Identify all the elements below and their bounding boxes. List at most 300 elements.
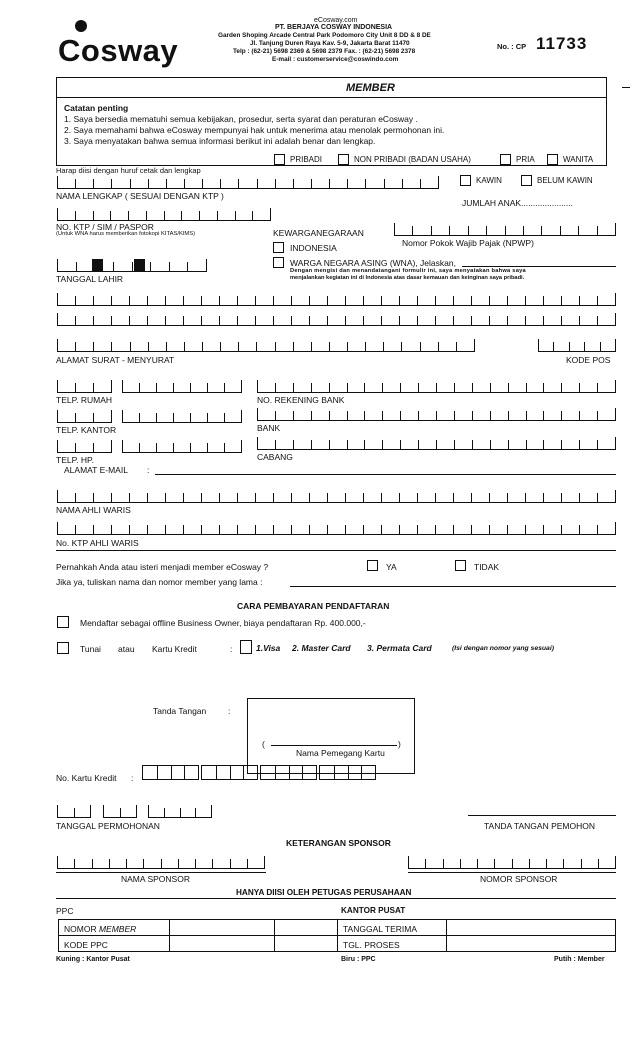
heir-ktp-input[interactable] xyxy=(57,522,616,535)
cell-tick xyxy=(199,211,200,220)
cell-tick xyxy=(111,380,112,392)
cell-tick xyxy=(615,856,616,868)
cell-tick xyxy=(417,316,418,325)
cell-tick xyxy=(75,296,76,305)
cell-tick xyxy=(597,411,598,420)
cell-tick xyxy=(247,859,248,868)
cell-tick xyxy=(471,493,472,502)
cell-tick xyxy=(195,859,196,868)
cell-tick xyxy=(148,179,149,188)
cell-tick xyxy=(57,490,58,502)
cell-tick xyxy=(201,525,202,534)
cell-tick xyxy=(309,296,310,305)
cell-tick xyxy=(468,226,469,235)
member-number-input[interactable] xyxy=(170,920,273,934)
address-line-1[interactable] xyxy=(57,293,616,306)
cell-tick xyxy=(345,525,346,534)
cell-tick xyxy=(615,293,616,305)
cell-tick xyxy=(563,859,564,868)
cell-tick xyxy=(166,342,167,351)
copy-yellow-label: Kuning : Kantor Pusat xyxy=(56,956,130,963)
company-address-2: Jl. Tanjung Duren Raya Kav. 5-9, Jakarta Barat 11470 xyxy=(250,40,410,47)
cell-tick xyxy=(329,383,330,392)
bank-name-input[interactable] xyxy=(257,408,616,421)
cell-tick xyxy=(525,493,526,502)
cell-tick xyxy=(438,176,439,188)
application-month[interactable] xyxy=(103,805,137,818)
cell-tick xyxy=(597,316,598,325)
cell-tick xyxy=(275,179,276,188)
npwp-input[interactable] xyxy=(394,223,616,236)
belum-kawin-label: BELUM KAWIN xyxy=(537,176,593,185)
cell-tick xyxy=(201,296,202,305)
cell-tick xyxy=(57,293,58,305)
cell-tick xyxy=(543,316,544,325)
cell-tick xyxy=(75,493,76,502)
birth-date-input[interactable] xyxy=(57,259,207,272)
cell-tick xyxy=(525,525,526,534)
cell-tick xyxy=(507,316,508,325)
member-number-text: NOMOR MEMBER xyxy=(64,924,137,934)
cell-tick xyxy=(111,296,112,305)
cell-tick xyxy=(93,443,94,452)
cell-tick xyxy=(183,493,184,502)
cell-tick xyxy=(418,411,419,420)
cell-tick xyxy=(129,296,130,305)
cell-tick xyxy=(615,380,616,392)
card-cell-divider xyxy=(216,766,217,779)
cell-tick xyxy=(219,525,220,534)
previous-member-input[interactable] xyxy=(290,586,616,587)
cell-tick xyxy=(309,525,310,534)
form-number: 11733 xyxy=(536,34,588,53)
cell-tick xyxy=(273,493,274,502)
mobile-phone-area[interactable] xyxy=(57,440,112,453)
cell-tick xyxy=(490,440,491,449)
cell-tick xyxy=(543,525,544,534)
ppc-code-label: KODE PPC xyxy=(64,940,108,950)
cell-tick xyxy=(217,211,218,220)
cell-tick xyxy=(57,856,58,868)
cell-tick xyxy=(329,440,330,449)
postal-code-input[interactable] xyxy=(538,339,616,352)
ktp-note: (Untuk WNA harus memberikan fotokopi KITAS/KIMS) xyxy=(56,231,196,237)
cell-tick xyxy=(311,342,312,351)
cell-tick xyxy=(122,410,123,422)
sponsor-name-input[interactable] xyxy=(57,856,265,869)
pria-label: PRIA xyxy=(516,155,535,164)
cell-tick xyxy=(425,859,426,868)
cell-tick xyxy=(327,493,328,502)
cell-tick xyxy=(147,525,148,534)
cell-tick xyxy=(471,296,472,305)
indonesia-label: INDONESIA xyxy=(290,243,337,253)
cell-tick xyxy=(507,525,508,534)
card-cell-divider xyxy=(361,766,362,779)
application-day[interactable] xyxy=(57,805,91,818)
cell-tick xyxy=(273,525,274,534)
cell-tick xyxy=(402,179,403,188)
cell-tick xyxy=(561,316,562,325)
cell-tick xyxy=(597,226,598,235)
cell-tick xyxy=(75,413,76,422)
office-heading: HANYA DIISI OLEH PETUGAS PERUSAHAAN xyxy=(236,888,412,897)
cell-tick xyxy=(164,808,165,817)
cell-tick xyxy=(456,342,457,351)
card-cell-divider xyxy=(302,766,303,779)
cell-tick xyxy=(255,316,256,325)
cell-tick xyxy=(291,525,292,534)
cell-tick xyxy=(345,296,346,305)
cell-tick xyxy=(93,525,94,534)
card-cell-divider xyxy=(171,766,172,779)
cell-tick xyxy=(561,383,562,392)
process-date-input[interactable] xyxy=(447,936,615,951)
bank-account-input[interactable] xyxy=(257,380,616,393)
cell-tick xyxy=(150,262,151,271)
cell-tick xyxy=(103,805,104,817)
head-office-label: KANTOR PUSAT xyxy=(341,906,406,915)
cell-tick xyxy=(181,211,182,220)
cell-tick xyxy=(546,859,547,868)
cell-tick xyxy=(224,383,225,392)
cell-tick xyxy=(543,493,544,502)
ppc-code-input[interactable] xyxy=(170,936,273,951)
cell-tick xyxy=(435,493,436,502)
cell-tick xyxy=(255,493,256,502)
wanita-label: WANITA xyxy=(563,155,594,164)
cell-tick xyxy=(525,316,526,325)
cell-tick xyxy=(93,316,94,325)
cell-tick xyxy=(584,342,585,351)
cell-tick xyxy=(111,525,112,534)
cell-tick xyxy=(238,179,239,188)
cell-tick xyxy=(460,859,461,868)
cell-tick xyxy=(400,411,401,420)
cell-tick xyxy=(202,179,203,188)
cardholder-open-paren: ( xyxy=(262,739,265,749)
pribadi-checkbox[interactable] xyxy=(274,154,285,165)
cell-tick xyxy=(399,493,400,502)
ktp-label: NO. KTP / SIM / PASPOR xyxy=(56,222,154,232)
cell-tick xyxy=(579,316,580,325)
card-number-group-2[interactable] xyxy=(201,765,258,780)
address-label: ALAMAT SURAT - MENYURAT xyxy=(56,355,175,365)
cell-tick xyxy=(291,296,292,305)
brand-name: Cosway xyxy=(58,33,179,68)
bank-branch-input[interactable] xyxy=(257,437,616,450)
cell-tick xyxy=(224,443,225,452)
non-pribadi-checkbox[interactable] xyxy=(338,154,349,165)
cell-tick xyxy=(252,211,253,220)
card-number-group-3[interactable] xyxy=(260,765,317,780)
credit-card-label: Kartu Kredit xyxy=(152,644,197,654)
kawin-checkbox[interactable] xyxy=(460,175,471,186)
cell-tick xyxy=(579,411,580,420)
cell-tick xyxy=(184,179,185,188)
cell-tick xyxy=(75,443,76,452)
cell-tick xyxy=(401,342,402,351)
cell-tick xyxy=(443,859,444,868)
ktp-input[interactable] xyxy=(57,208,271,221)
cell-tick xyxy=(75,179,76,188)
cell-tick xyxy=(190,413,191,422)
cell-tick xyxy=(238,342,239,351)
cell-tick xyxy=(165,296,166,305)
cell-tick xyxy=(57,313,58,325)
office-phone-area[interactable] xyxy=(57,410,112,423)
cell-tick xyxy=(408,856,409,868)
pria-checkbox[interactable] xyxy=(500,154,511,165)
cell-tick xyxy=(347,342,348,351)
home-phone-number[interactable] xyxy=(122,380,242,393)
cell-tick xyxy=(132,262,133,271)
cell-tick xyxy=(311,179,312,188)
full-name-input[interactable] xyxy=(57,176,439,189)
cell-tick xyxy=(615,490,616,502)
card-cell-divider xyxy=(184,766,185,779)
cell-tick xyxy=(453,493,454,502)
cell-tick xyxy=(241,410,242,422)
cell-tick xyxy=(327,296,328,305)
cell-tick xyxy=(139,413,140,422)
cell-tick xyxy=(454,411,455,420)
cell-tick xyxy=(190,443,191,452)
cell-tick xyxy=(275,440,276,449)
cell-tick xyxy=(92,859,93,868)
no-checkbox[interactable] xyxy=(455,560,466,571)
cell-tick xyxy=(311,411,312,420)
cell-tick xyxy=(543,440,544,449)
cell-tick xyxy=(615,313,616,325)
sponsor-number-input[interactable] xyxy=(408,856,616,869)
cell-tick xyxy=(311,440,312,449)
cell-tick xyxy=(237,493,238,502)
cell-tick xyxy=(579,440,580,449)
cell-tick xyxy=(111,342,112,351)
cell-tick xyxy=(237,525,238,534)
cell-tick xyxy=(75,342,76,351)
cell-tick xyxy=(75,316,76,325)
signature-label: Tanda Tangan xyxy=(153,706,207,716)
cell-tick xyxy=(120,808,121,817)
cell-tick xyxy=(309,493,310,502)
cell-tick xyxy=(57,176,58,188)
cell-tick xyxy=(329,411,330,420)
cell-tick xyxy=(195,808,196,817)
cell-tick xyxy=(111,493,112,502)
cell-tick xyxy=(57,805,58,817)
npwp-label: Nomor Pokok Wajib Pajak (NPWP) xyxy=(402,238,534,248)
yes-checkbox[interactable] xyxy=(367,560,378,571)
indonesia-checkbox[interactable] xyxy=(273,242,284,253)
cardholder-close-paren: ) xyxy=(398,739,401,749)
cell-tick xyxy=(275,342,276,351)
cell-tick xyxy=(453,296,454,305)
cell-tick xyxy=(273,296,274,305)
cell-tick xyxy=(381,296,382,305)
office-phone-number[interactable] xyxy=(122,410,242,423)
cell-tick xyxy=(382,383,383,392)
application-year[interactable] xyxy=(148,805,212,818)
cell-tick xyxy=(399,316,400,325)
cell-tick xyxy=(597,383,598,392)
cell-tick xyxy=(143,859,144,868)
card-cell-divider xyxy=(230,766,231,779)
cell-tick xyxy=(382,440,383,449)
cell-tick xyxy=(75,211,76,220)
cell-tick xyxy=(600,342,601,351)
cell-tick xyxy=(165,493,166,502)
cell-tick xyxy=(257,408,258,420)
cell-tick xyxy=(561,493,562,502)
cell-tick xyxy=(543,411,544,420)
cell-tick xyxy=(347,411,348,420)
cash-checkbox[interactable] xyxy=(57,642,69,654)
note-item: 1. Saya bersedia mematuhi semua kebijakan, prosedur, serta syarat dan peraturan eCosway . xyxy=(64,114,418,124)
cell-tick xyxy=(293,411,294,420)
cell-tick xyxy=(147,493,148,502)
site-name: eCosway.com xyxy=(314,17,358,24)
cell-tick xyxy=(541,226,542,235)
address-line-2[interactable] xyxy=(57,313,616,326)
cell-tick xyxy=(435,316,436,325)
cell-tick xyxy=(180,808,181,817)
cell-tick xyxy=(477,859,478,868)
cell-tick xyxy=(474,339,475,351)
cell-tick xyxy=(57,410,58,422)
mobile-phone-number[interactable] xyxy=(122,440,242,453)
cell-tick xyxy=(471,316,472,325)
cell-tick xyxy=(329,179,330,188)
cardholder-name-input[interactable] xyxy=(271,745,397,746)
cell-tick xyxy=(130,342,131,351)
cell-tick xyxy=(219,316,220,325)
cell-tick xyxy=(384,179,385,188)
cell-tick xyxy=(615,408,616,420)
cell-tick xyxy=(273,316,274,325)
cell-tick xyxy=(156,443,157,452)
cell-tick xyxy=(113,262,114,271)
cell-tick xyxy=(178,859,179,868)
wanita-checkbox[interactable] xyxy=(547,154,558,165)
offline-checkbox[interactable] xyxy=(57,616,69,628)
pribadi-label: PRIBADI xyxy=(290,155,323,164)
received-date-input[interactable] xyxy=(447,920,615,934)
cash-label: Tunai xyxy=(80,644,101,654)
cell-tick xyxy=(109,859,110,868)
cell-tick xyxy=(431,226,432,235)
cell-tick xyxy=(57,208,58,220)
wna-note-1: Dengan mengisi dan menandatangani formulir ini, saya menyatakan bahwa saya xyxy=(290,268,526,274)
cell-tick xyxy=(561,296,562,305)
cell-tick xyxy=(615,223,616,235)
cell-tick xyxy=(363,525,364,534)
cell-tick xyxy=(553,342,554,351)
cell-tick xyxy=(454,383,455,392)
card-number-group-4[interactable] xyxy=(319,765,376,780)
cell-tick xyxy=(270,208,271,220)
member-word: MEMBER xyxy=(98,924,137,934)
kawin-label: KAWIN xyxy=(476,176,502,185)
visa-option: 1.Visa xyxy=(256,643,281,653)
cell-tick xyxy=(486,226,487,235)
cell-tick xyxy=(449,226,450,235)
card-number-group-1[interactable] xyxy=(142,765,199,780)
cell-tick xyxy=(363,316,364,325)
office-phone-label: TELP. KANTOR xyxy=(56,425,117,435)
cell-tick xyxy=(538,339,539,351)
cell-tick xyxy=(347,179,348,188)
cell-tick xyxy=(597,296,598,305)
cell-tick xyxy=(417,296,418,305)
cell-tick xyxy=(169,262,170,271)
cell-tick xyxy=(147,316,148,325)
previous-member-question: Pernahkah Anda atau isteri menjadi member eCosway ? xyxy=(56,562,269,572)
card-note: (Isi dengan nomor yang sesuai) xyxy=(452,645,554,652)
cell-tick xyxy=(74,808,75,817)
bank-name-label: BANK xyxy=(257,423,281,433)
card-cell-divider xyxy=(289,766,290,779)
cell-tick xyxy=(235,211,236,220)
member-number-label xyxy=(64,924,136,934)
cell-tick xyxy=(57,339,58,351)
applicant-signature-line[interactable] xyxy=(468,815,616,816)
cell-tick xyxy=(110,211,111,220)
signature-box[interactable] xyxy=(247,698,415,774)
home-phone-area[interactable] xyxy=(57,380,112,393)
cell-tick xyxy=(508,383,509,392)
cell-tick xyxy=(569,342,570,351)
cell-tick xyxy=(365,179,366,188)
cell-tick xyxy=(490,411,491,420)
cell-tick xyxy=(597,440,598,449)
cell-tick xyxy=(293,179,294,188)
cell-tick xyxy=(255,296,256,305)
cell-tick xyxy=(417,493,418,502)
email-input[interactable] xyxy=(155,474,616,475)
credit-card-colon: : xyxy=(230,644,233,654)
cell-tick xyxy=(136,805,137,817)
heir-name-input[interactable] xyxy=(57,490,616,503)
address-line-3[interactable] xyxy=(57,339,475,352)
cell-tick xyxy=(122,380,123,392)
cell-tick xyxy=(201,493,202,502)
card-number-colon: : xyxy=(131,773,134,783)
cell-tick xyxy=(130,179,131,188)
cell-tick xyxy=(93,179,94,188)
cell-tick xyxy=(417,525,418,534)
wna-checkbox[interactable] xyxy=(273,257,284,268)
signature-colon: : xyxy=(228,706,231,716)
cell-tick xyxy=(489,296,490,305)
applicant-signature-label: TANDA TANGAN PEMOHON xyxy=(484,821,595,831)
cell-tick xyxy=(525,296,526,305)
cell-tick xyxy=(383,342,384,351)
citizenship-label: KEWARGANEGARAAN xyxy=(273,228,364,238)
cell-tick xyxy=(57,440,58,452)
wna-note-2: menjalankan kegiatan ini di Indonesia atas dasar kemauan dan keinginan saya pribadi. xyxy=(290,275,525,281)
card-type-checkbox[interactable] xyxy=(240,640,252,654)
belum-kawin-checkbox[interactable] xyxy=(521,175,532,186)
card-number-label: No. Kartu Kredit xyxy=(56,773,117,783)
cell-tick xyxy=(156,383,157,392)
cell-tick xyxy=(207,413,208,422)
company-phone: Telp : (62-21) 5698 2369 & 5698 2379 Fax. : (62-21) 5698 2378 xyxy=(233,48,416,55)
application-date-label: TANGGAL PERMOHONAN xyxy=(56,821,160,831)
cell-tick xyxy=(291,316,292,325)
cardholder-name-label: Nama Pemegang Kartu xyxy=(296,748,385,758)
